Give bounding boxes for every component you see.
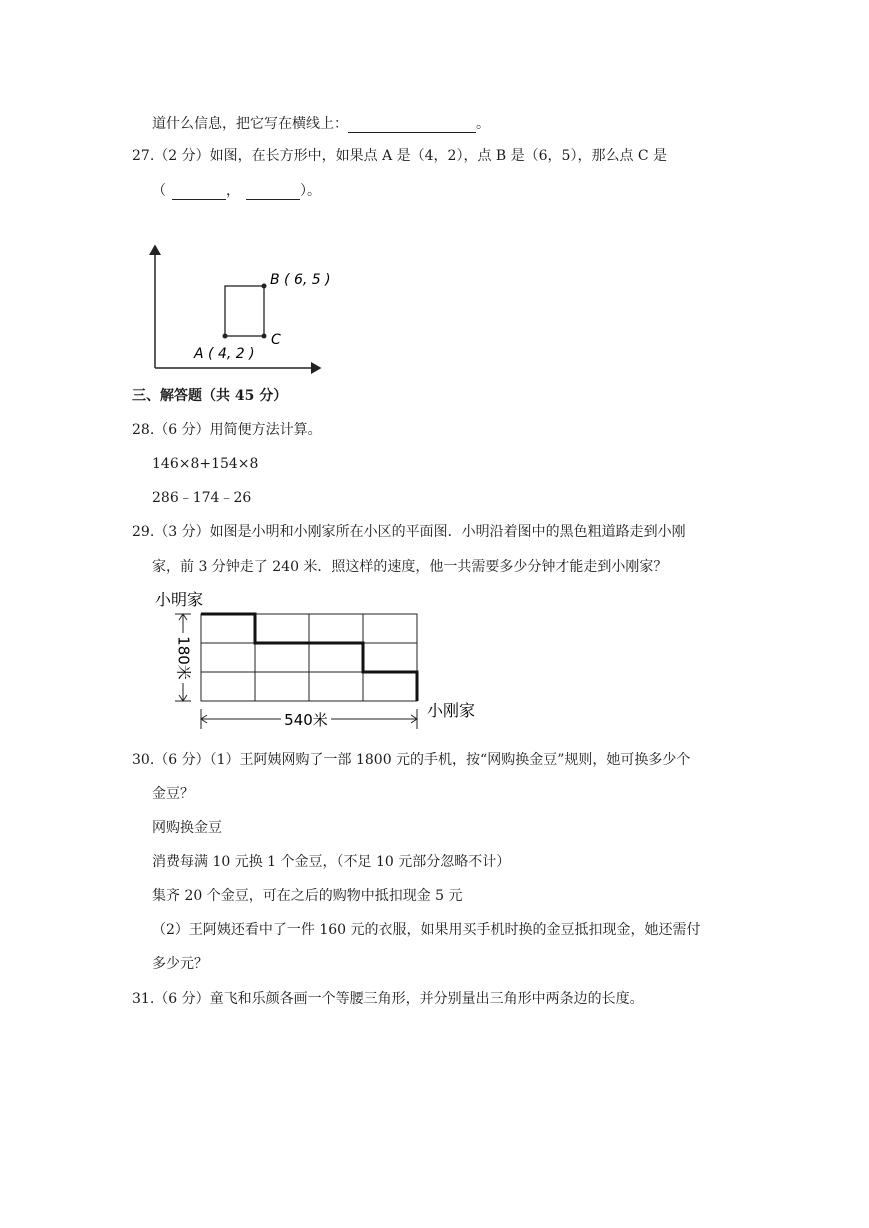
point-b (262, 284, 267, 289)
label-c: C (271, 332, 281, 348)
q27-line1: 27.（2 分）如图，在长方形中，如果点 A 是（4，2），点 B 是（6，5），那么点 C 是 (132, 148, 668, 164)
q27-line2 (152, 182, 321, 200)
q30-part2-line2: 多少元？ (152, 956, 208, 972)
q29-line1: 29.（3 分）如图是小明和小刚家所在小区的平面图．小明沿着图中的黑色粗道路走到小刚 (132, 524, 686, 540)
q30-rule-title: 网购换金豆 (152, 820, 222, 836)
q30-line1: 30.（6 分）（1）王阿姨网购了一部 1800 元的手机，按“网购换金豆”规则，她可换多少个 (132, 752, 691, 768)
q26-tail-text: 道什么信息，把它写在横线上： (152, 116, 348, 132)
start-label: 小明家 (155, 590, 204, 609)
paren-open: （ (152, 183, 166, 199)
rectangle (225, 286, 264, 336)
q28-title: 28.（6 分）用简便方法计算。 (132, 422, 322, 438)
point-a (223, 334, 228, 339)
q29-line2: 家，前 3 分钟走了 240 米．照这样的速度，他一共需要多少分钟才能走到小刚家？ (152, 559, 668, 575)
section-title: 三、解答题（共 45 分） (132, 388, 288, 404)
height-label: 180米 (174, 636, 193, 680)
q30-rule2: 集齐 20 个金豆，可在之后的购物中抵扣现金 5 元 (152, 888, 463, 904)
comma: ， (226, 183, 240, 199)
q27-coordinate-figure (140, 236, 340, 382)
q28-expr2: 286﹣174﹣26 (152, 490, 252, 506)
q26-tail-line (152, 115, 490, 133)
width-label: 540米 (284, 711, 328, 729)
paren-close: ）。 (300, 183, 321, 199)
map-grid (201, 614, 417, 701)
q28-expr1: 146×8+154×8 (152, 456, 259, 472)
answer-blank-x (172, 185, 226, 200)
label-a: A ( 4, 2 ) (194, 346, 255, 362)
end-label: 小刚家 (427, 701, 476, 720)
q29-map-figure (145, 585, 485, 735)
label-b: B ( 6, 5 ) (270, 272, 331, 288)
answer-blank-y (246, 185, 300, 200)
point-c (262, 334, 267, 339)
answer-blank (348, 118, 476, 133)
q30-line2: 金豆？ (152, 786, 194, 802)
q31-line1: 31.（6 分）童飞和乐颜各画一个等腰三角形，并分别量出三角形中两条边的长度。 (132, 991, 644, 1007)
q30-part2-line1: （2）王阿姨还看中了一件 160 元的衣服，如果用买手机时换的金豆抵扣现金，她还需付 (152, 922, 701, 938)
q30-rule1: 消费每满 10 元换 1 个金豆，（不足 10 元部分忽略不计） (152, 854, 511, 870)
q26-tail-end: 。 (476, 116, 490, 132)
